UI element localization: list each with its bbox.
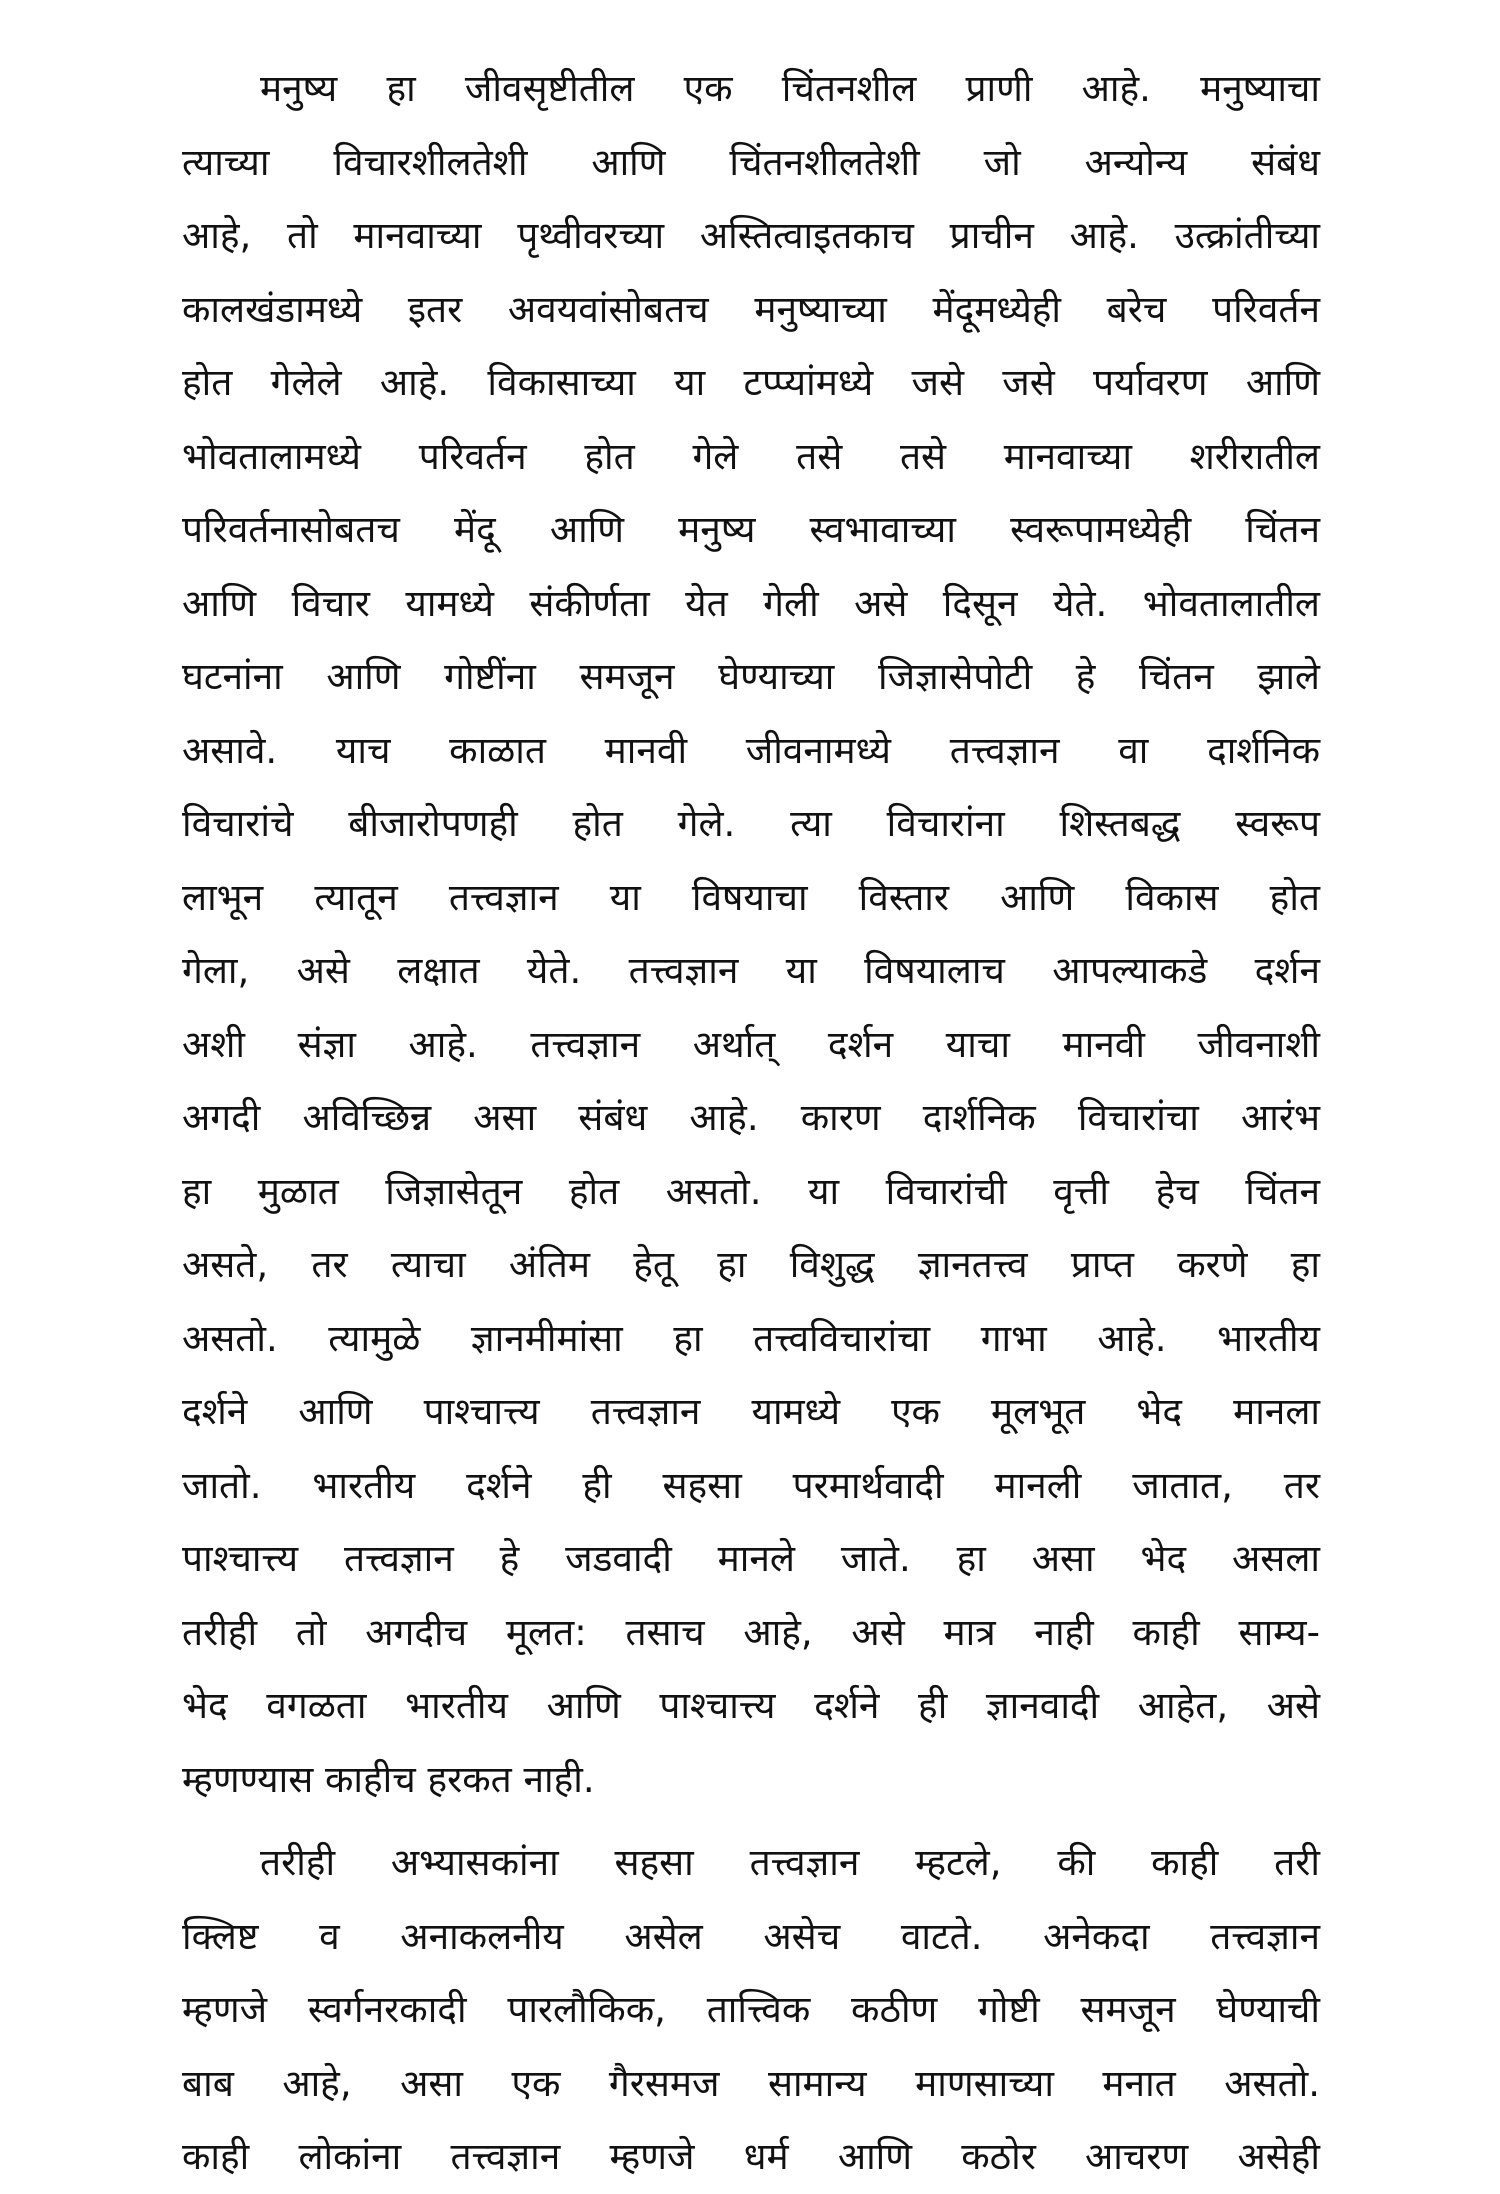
text-line: असते, तर त्याचा अंतिम हेतू हा विशुद्ध ज्ञानतत्त्व प्राप्त करणे हा xyxy=(182,1243,1320,1286)
text-line: परिवर्तनासोबतच मेंदू आणि मनुष्य स्वभावाच्या स्वरूपामध्येही चिंतन xyxy=(182,508,1320,551)
text-line: काही लोकांना तत्त्वज्ञान म्हणजे धर्म आणि कठोर आचरण असेही xyxy=(182,2135,1320,2178)
text-line: पाश्चात्त्य तत्त्वज्ञान हे जडवादी मानले जाते. हा असा भेद असला xyxy=(182,1537,1320,1580)
text-line: आणि विचार यामध्ये संकीर्णता येत गेली असे दिसून येते. भोवतालातील xyxy=(182,581,1320,625)
text-line: जातो. भारतीय दर्शने ही सहसा परमार्थवादी मानली जातात, तर xyxy=(182,1463,1320,1507)
text-line: बाब आहे, असा एक गैरसमज सामान्य माणसाच्या मनात असतो. xyxy=(182,2061,1320,2105)
text-line: लाभून त्यातून तत्त्वज्ञान या विषयाचा विस्तार आणि विकास होत xyxy=(182,875,1320,919)
text-line: आहे, तो मानवाच्या पृथ्वीवरच्या अस्तित्वाइतकाच प्राचीन आहे. उत्क्रांतीच्या xyxy=(182,214,1320,257)
document-page xyxy=(182,52,1320,2194)
text-line: विचारांचे बीजारोपणही होत गेले. त्या विचारांना शिस्तबद्ध स्वरूप xyxy=(182,802,1320,845)
text-line: भोवतालामध्ये परिवर्तन होत गेले तसे तसे मानवाच्या शरीरातील xyxy=(182,434,1320,478)
text-line: क्लिष्ट व अनाकलनीय असेल असेच वाटते. अनेकदा तत्त्वज्ञान xyxy=(182,1914,1320,1958)
text-line: घटनांना आणि गोष्टींना समजून घेण्याच्या जिज्ञासेपोटी हे चिंतन झाले xyxy=(182,655,1320,698)
text-line: म्हणजे स्वर्गनरकादी पारलौकिक, तात्त्विक कठीण गोष्टी समजून घेण्याची xyxy=(182,1988,1320,2031)
text-line: दर्शने आणि पाश्चात्त्य तत्त्वज्ञान यामध्ये एक मूलभूत भेद मानला xyxy=(182,1390,1320,1433)
text-line: तरीही तो अगदीच मूलत: तसाच आहे, असे मात्र नाही काही साम्य- xyxy=(182,1610,1320,1654)
text-line: त्याच्या विचारशीलतेशी आणि चिंतनशीलतेशी जो अन्योन्य संबंध xyxy=(182,140,1320,184)
text-line: म्हणण्यास काहीच हरकत नाही. xyxy=(182,1757,595,1801)
text-line: भेद वगळता भारतीय आणि पाश्चात्त्य दर्शने ही ज्ञानवादी आहेत, असे xyxy=(182,1684,1320,1727)
text-line: कालखंडामध्ये इतर अवयवांसोबतच मनुष्याच्या मेंदूमध्येही बरेच परिवर्तन xyxy=(182,287,1320,331)
text-line: असतो. त्यामुळे ज्ञानमीमांसा हा तत्त्वविचारांचा गाभा आहे. भारतीय xyxy=(182,1316,1320,1360)
text-line: मनुष्य हा जीवसृष्टीतील एक चिंतनशील प्राणी आहे. मनुष्याचा xyxy=(260,67,1320,110)
paragraph-1 xyxy=(182,52,1320,1816)
text-line: असावे. याच काळात मानवी जीवनामध्ये तत्त्वज्ञान वा दार्शनिक xyxy=(182,728,1320,772)
paragraph-2 xyxy=(182,1826,1320,2194)
text-line: गेला, असे लक्षात येते. तत्त्वज्ञान या विषयालाच आपल्याकडे दर्शन xyxy=(182,949,1320,992)
text-line: अगदी अविच्छिन्न असा संबंध आहे. कारण दार्शनिक विचारांचा आरंभ xyxy=(182,1096,1320,1139)
text-line: अशी संज्ञा आहे. तत्त्वज्ञान अर्थात् दर्शन याचा मानवी जीवनाशी xyxy=(182,1022,1320,1066)
text-line: होत गेलेले आहे. विकासाच्या या टप्प्यांमध्ये जसे जसे पर्यावरण आणि xyxy=(182,361,1320,404)
text-line: हा मुळात जिज्ञासेतून होत असतो. या विचारांची वृत्ती हेच चिंतन xyxy=(182,1169,1320,1213)
text-line: तरीही अभ्यासकांना सहसा तत्त्वज्ञान म्हटले, की काही तरी xyxy=(260,1841,1320,1884)
